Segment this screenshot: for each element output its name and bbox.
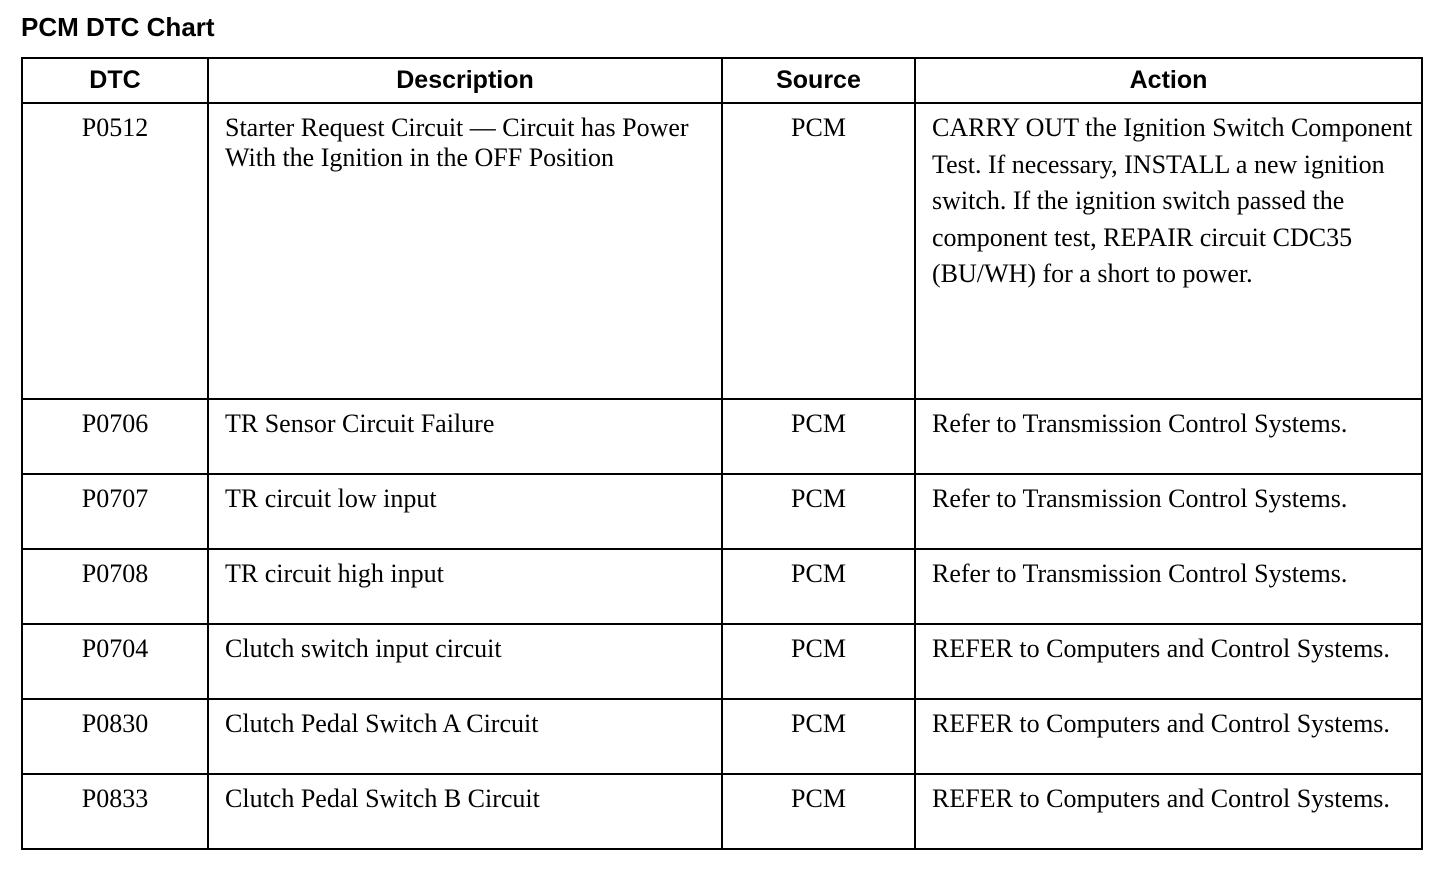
table-row: [22, 474, 1422, 549]
table-header-row: [22, 58, 1422, 103]
cell-source: PCM: [722, 474, 915, 549]
dtc-table: [21, 57, 1423, 850]
cell-source: PCM: [722, 399, 915, 474]
cell-dtc: P0833: [22, 774, 208, 849]
cell-dtc: P0706: [22, 399, 208, 474]
cell-action: REFER to Computers and Control Systems.: [915, 624, 1422, 699]
cell-action: CARRY OUT the Ignition Switch Component Test. If necessary, INSTALL a new ignition switch. If the ignition switch passed the component test, REPAIR circuit CDC35 (BU/WH) for a short to power.: [915, 103, 1422, 399]
cell-dtc: P0704: [22, 624, 208, 699]
header-source: Source: [722, 58, 915, 103]
cell-source: PCM: [722, 774, 915, 849]
table-row: [22, 399, 1422, 474]
cell-dtc: P0708: [22, 549, 208, 624]
table-row: [22, 549, 1422, 624]
cell-action: Refer to Transmission Control Systems.: [915, 399, 1422, 474]
table-row: [22, 699, 1422, 774]
cell-description: TR circuit low input: [208, 474, 722, 549]
cell-action: Refer to Transmission Control Systems.: [915, 549, 1422, 624]
cell-description: TR circuit high input: [208, 549, 722, 624]
cell-description: TR Sensor Circuit Failure: [208, 399, 722, 474]
cell-description: Clutch Pedal Switch A Circuit: [208, 699, 722, 774]
cell-dtc: P0512: [22, 103, 208, 399]
cell-action: REFER to Computers and Control Systems.: [915, 774, 1422, 849]
cell-source: PCM: [722, 549, 915, 624]
cell-description: Starter Request Circuit — Circuit has Power With the Ignition in the OFF Position: [208, 103, 722, 399]
table-row: [22, 103, 1422, 399]
cell-action: REFER to Computers and Control Systems.: [915, 699, 1422, 774]
cell-dtc: P0830: [22, 699, 208, 774]
header-action: Action: [915, 58, 1422, 103]
cell-description: Clutch switch input circuit: [208, 624, 722, 699]
page-title: PCM DTC Chart: [21, 12, 215, 42]
cell-action: Refer to Transmission Control Systems.: [915, 474, 1422, 549]
cell-source: PCM: [722, 103, 915, 399]
header-description: Description: [208, 58, 722, 103]
cell-dtc: P0707: [22, 474, 208, 549]
cell-description: Clutch Pedal Switch B Circuit: [208, 774, 722, 849]
table-row: [22, 624, 1422, 699]
table-row: [22, 774, 1422, 849]
cell-source: PCM: [722, 699, 915, 774]
header-dtc: DTC: [22, 58, 208, 103]
cell-source: PCM: [722, 624, 915, 699]
